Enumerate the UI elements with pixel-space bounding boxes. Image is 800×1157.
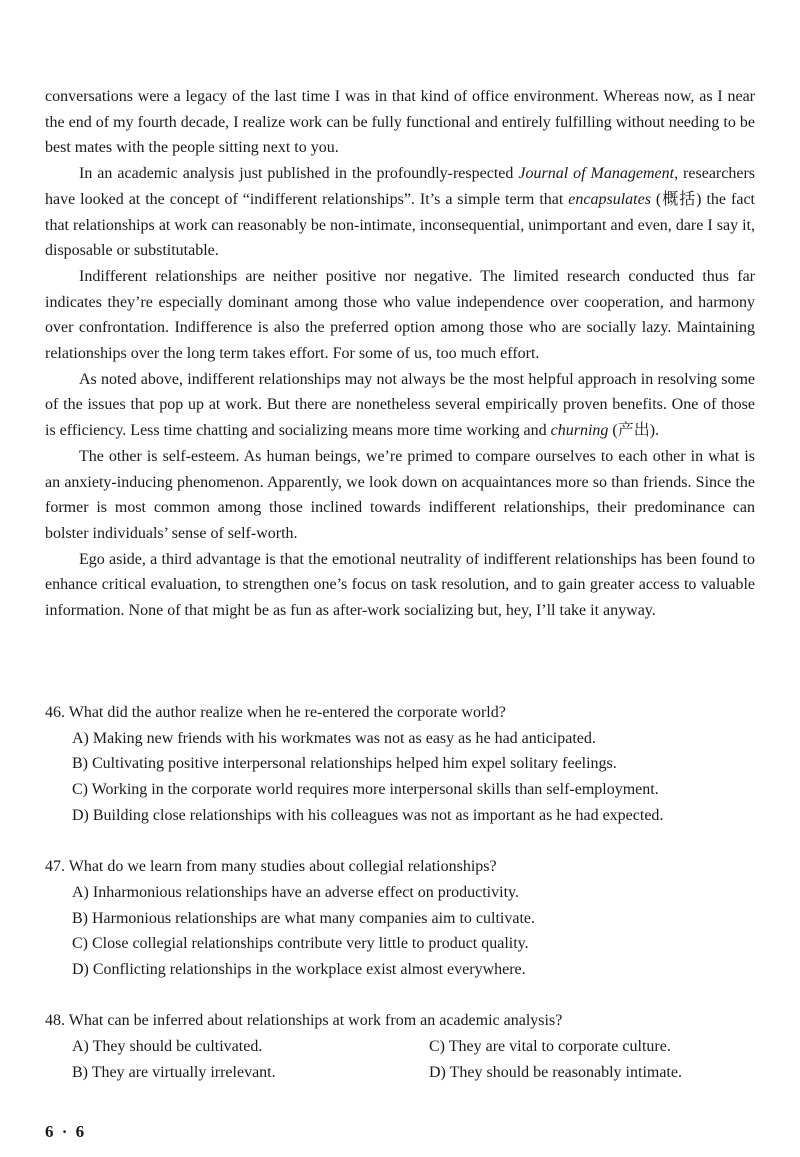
passage-paragraph: Ego aside, a third advantage is that the emotional neutrality of indifferent relationships has been found to enhance critical evaluation, to strengthen one’s focus on task resolution, and to gain greater access to valuable information. None of that might be as fun as after-work socializing but, hey, I’ll take it anyway. (45, 550, 755, 620)
option-b: B) Harmonious relationships are what many companies aim to cultivate. (72, 909, 535, 927)
option-c: C) Working in the corporate world requires more interpersonal skills than self-employment. (72, 781, 659, 799)
question-list (45, 700, 755, 1111)
vocab-gloss: (产出). (608, 422, 660, 440)
vocab-term: encapsulates (568, 190, 651, 208)
passage-text: As noted above, indifferent relationships may not always be the most helpful approach in resolving some of the issues that pop up at work. But there are nonetheless several empirically proven benefits. One of those is efficiency. Less time chatting and socializing means more time working and (45, 370, 755, 440)
option-a: A) They should be cultivated. (72, 1038, 263, 1056)
passage-text: the fact that relationships at work can reasonably be non-intimate, inconsequential, unimportant and even, dare I say it, disposable or substitutable. (45, 190, 755, 260)
question-stem: 46. What did the author realize when he re-entered the corporate world? (45, 704, 506, 721)
reading-passage (45, 84, 755, 624)
passage-text: In an academic analysis just published in the profoundly-respected (79, 165, 519, 183)
option-grid (45, 1034, 755, 1085)
question-46 (45, 700, 755, 829)
passage-text: , researchers have looked at the concept of “indifferent relationships”. It’s a simple term that (45, 165, 756, 208)
journal-title: Journal of Management (518, 165, 675, 183)
question-47 (45, 854, 755, 983)
question-48 (45, 1008, 755, 1085)
option-b: B) Cultivating positive interpersonal relationships helped him expel solitary feelings. (72, 755, 617, 773)
option-a: A) Making new friends with his workmates was not as easy as he had anticipated. (72, 729, 596, 747)
passage-paragraph: Indifferent relationships are neither positive nor negative. The limited research conducted thus far indicates they’re especially dominant among those who value independence over cooperation, and harmony over confrontation. Indifference is also the preferred option among those who are socially lazy. Maintaining relationships over the long term takes effort. For some of us, too much effort. (45, 267, 755, 363)
option-b: B) They are virtually irrelevant. (72, 1063, 276, 1081)
question-stem: 47. What do we learn from many studies about collegial relationships? (45, 858, 497, 876)
option-c: C) They are vital to corporate culture. (429, 1038, 671, 1056)
passage-paragraph (45, 367, 755, 444)
vocab-gloss: (概括) (650, 190, 702, 208)
question-stem: 48. What can be inferred about relationships at work from an academic analysis? (45, 1012, 563, 1030)
option-c: C) Close collegial relationships contribute very little to product quality. (72, 935, 529, 953)
option-a: A) Inharmonious relationships have an adverse effect on productivity. (72, 883, 519, 901)
option-d: D) They should be reasonably intimate. (429, 1063, 682, 1081)
option-d: D) Building close relationships with his colleagues was not as important as he had expected. (72, 806, 664, 824)
vocab-term: churning (550, 422, 609, 440)
passage-paragraph: conversations were a legacy of the last time I was in that kind of office environment. Whereas now, as I near the end of my fourth decade, I realize work can be fully functional and entirely fulfilling without needing to be best mates with the people sitting next to you. (45, 88, 755, 157)
page-number: 6 · 6 (45, 1122, 87, 1141)
passage-paragraph: The other is self-esteem. As human beings, we’re primed to compare ourselves to each other in what is an anxiety-inducing phenomenon. Apparently, we look down on acquaintances more so than friends. Since the former is most common among those inclined towards indifferent relationships, their predominance can bolster individuals’ sense of self-worth. (45, 447, 755, 542)
option-d: D) Conflicting relationships in the workplace exist almost everywhere. (72, 961, 526, 979)
passage-paragraph (45, 161, 755, 264)
